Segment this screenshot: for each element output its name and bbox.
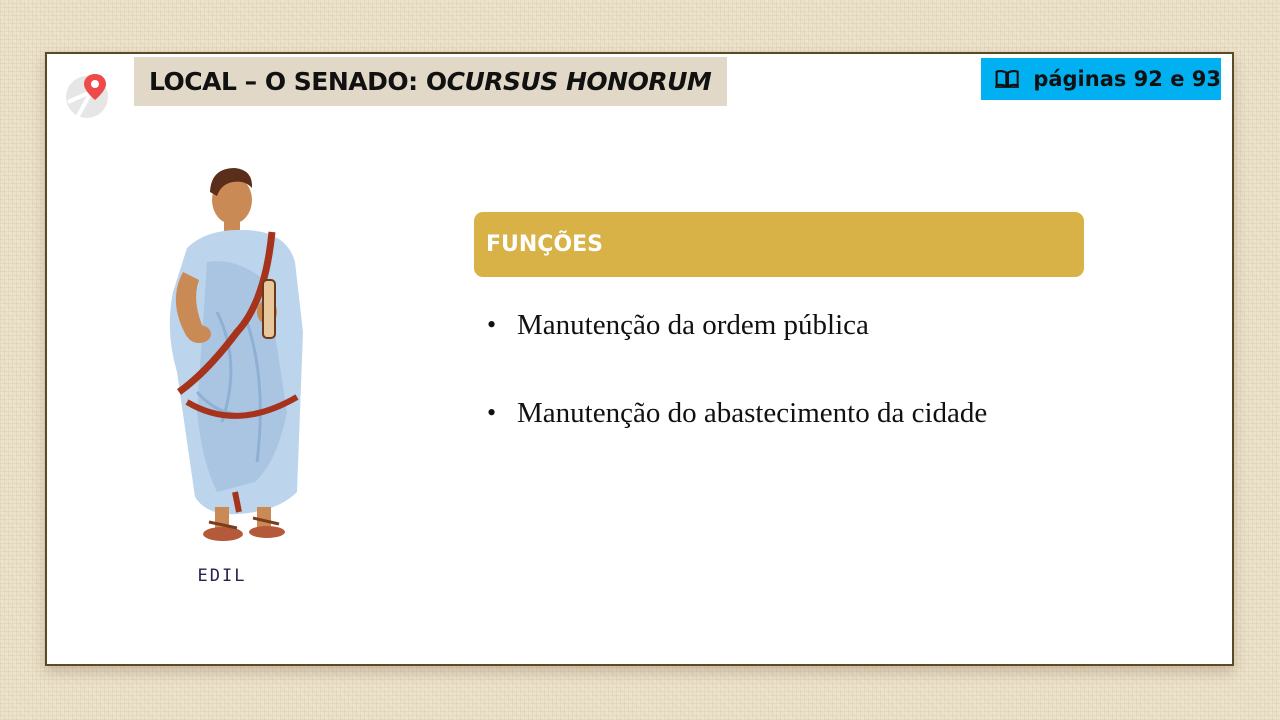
list-item <box>487 304 987 392</box>
roman-aedile-illustration <box>147 162 317 552</box>
title-main: LOCAL – O SENADO: O <box>149 67 447 96</box>
title-italic: CURSUS HONORUM <box>446 67 712 96</box>
pages-label: páginas 92 e 93 <box>1033 67 1221 91</box>
section-heading <box>474 212 1084 277</box>
bullet-icon: • <box>487 310 497 339</box>
list-item-text: Manutenção do abastecimento da cidade <box>517 397 988 429</box>
section-heading-label: FUNÇÕES <box>486 232 604 257</box>
functions-list <box>487 304 987 480</box>
list-item <box>487 392 987 480</box>
page-title <box>134 57 727 106</box>
map-pin-icon <box>64 72 110 118</box>
open-book-icon <box>995 67 1019 91</box>
bullet-icon: • <box>487 398 497 427</box>
slide <box>45 52 1234 666</box>
pages-badge <box>981 58 1221 100</box>
figure-caption: EDIL <box>197 566 247 586</box>
list-item-text: Manutenção da ordem pública <box>517 309 869 341</box>
